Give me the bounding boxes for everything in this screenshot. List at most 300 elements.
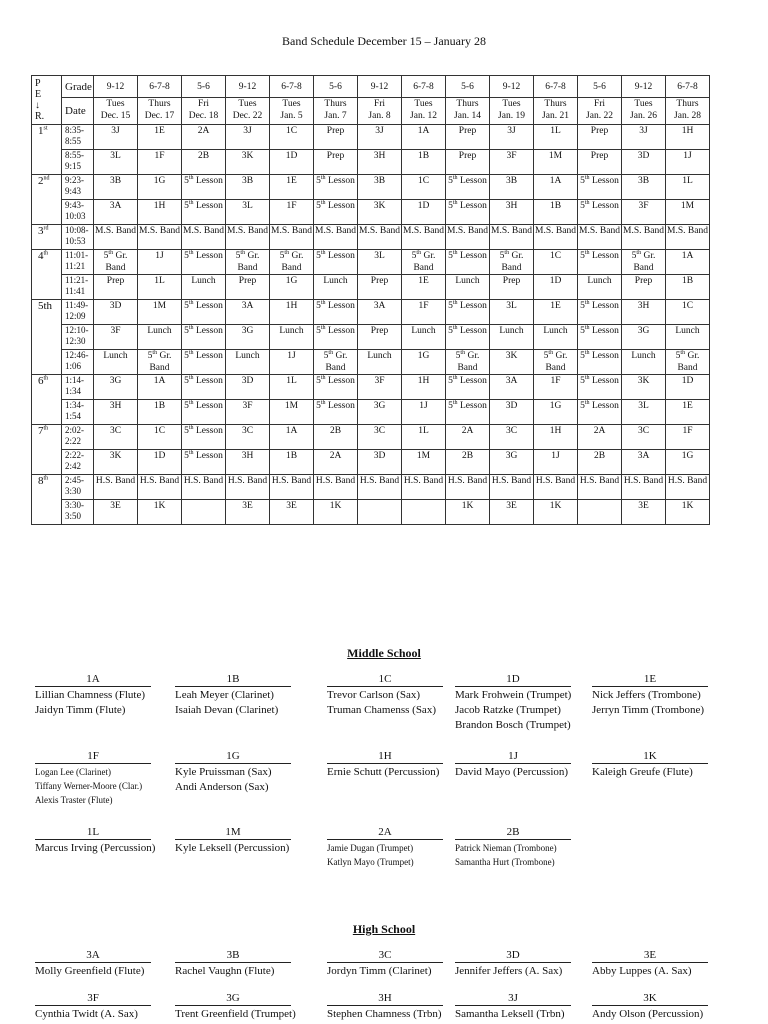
group-3k: [592, 991, 742, 1022]
schedule-cell: 1F: [270, 200, 314, 225]
schedule-cell: 5th Lesson: [314, 250, 358, 275]
schedule-cell: 5th Gr. Band: [226, 250, 270, 275]
schedule-cell: 3J: [490, 125, 534, 150]
schedule-cell: 3H: [358, 150, 402, 175]
group-member: Alexis Traster (Flute): [35, 795, 113, 805]
time-cell: 8:35- 8:55: [62, 125, 94, 150]
table-row: [32, 300, 710, 325]
schedule-cell: 5th Lesson: [314, 375, 358, 400]
period-label: 3rd: [32, 225, 62, 250]
group-member: Cynthia Twidt (A. Sax): [35, 1008, 138, 1020]
schedule-cell: 3L: [490, 300, 534, 325]
schedule-cell: Lunch: [182, 275, 226, 300]
schedule-cell: 3J: [358, 125, 402, 150]
schedule-cell: M.S. Band: [534, 225, 578, 250]
time-cell: 12:10- 12:30: [62, 325, 94, 350]
group-member: Trevor Carlson (Sax): [327, 689, 421, 701]
schedule-cell: 3H: [226, 450, 270, 475]
date-cell: Tues Jan. 5: [270, 98, 314, 125]
schedule-cell: 1C: [534, 250, 578, 275]
schedule-cell: 5th Lesson: [182, 325, 226, 350]
schedule-cell: 1C: [666, 300, 710, 325]
table-row: [32, 325, 710, 350]
group-member: Abby Luppes (A. Sax): [592, 965, 692, 977]
date-cell: Thurs Dec. 17: [138, 98, 182, 125]
schedule-cell: 3C: [94, 425, 138, 450]
schedule-cell: 1K: [138, 500, 182, 525]
group-1e: [592, 672, 742, 718]
schedule-cell: 3F: [490, 150, 534, 175]
schedule-cell: 2A: [182, 125, 226, 150]
schedule-cell: M.S. Band: [226, 225, 270, 250]
schedule-cell: 2A: [446, 425, 490, 450]
table-row: [32, 375, 710, 400]
group-code: 1C: [327, 672, 443, 687]
schedule-cell: 5th Lesson: [578, 400, 622, 425]
schedule-cell: 3L: [622, 400, 666, 425]
schedule-cell: 5th Lesson: [182, 450, 226, 475]
group-member: David Mayo (Percussion): [455, 766, 569, 778]
schedule-cell: H.S. Band: [402, 475, 446, 500]
group-member: Leah Meyer (Clarinet): [175, 689, 274, 701]
schedule-cell: 1F: [534, 375, 578, 400]
table-row: [32, 250, 710, 275]
schedule-cell: H.S. Band: [138, 475, 182, 500]
schedule-cell: 1J: [138, 250, 182, 275]
schedule-cell: 5th Lesson: [182, 175, 226, 200]
schedule-cell: H.S. Band: [270, 475, 314, 500]
schedule-cell: M.S. Band: [94, 225, 138, 250]
schedule-cell: M.S. Band: [182, 225, 226, 250]
schedule-cell: 3A: [94, 200, 138, 225]
group-code: 3C: [327, 948, 443, 963]
grade-cell: 9-12: [226, 76, 270, 98]
group-member: Samantha Hurt (Trombone): [455, 857, 555, 867]
schedule-cell: Lunch: [534, 325, 578, 350]
schedule-cell: 1D: [138, 450, 182, 475]
schedule-cell: M.S. Band: [138, 225, 182, 250]
period-label: 1st: [32, 125, 62, 175]
group-code: 1B: [175, 672, 291, 687]
schedule-cell: 1E: [666, 400, 710, 425]
schedule-cell: 3J: [94, 125, 138, 150]
schedule-cell: 1K: [446, 500, 490, 525]
schedule-cell: 5th Lesson: [182, 425, 226, 450]
date-label: Date: [62, 98, 94, 125]
group-member: Mark Frohwein (Trumpet): [455, 689, 572, 701]
schedule-cell: 5th Lesson: [182, 200, 226, 225]
schedule-cell: 5th Lesson: [314, 200, 358, 225]
schedule-cell: 1L: [270, 375, 314, 400]
schedule-cell: 1A: [534, 175, 578, 200]
schedule-cell: 5th Gr. Band: [622, 250, 666, 275]
time-cell: 8:55- 9:15: [62, 150, 94, 175]
schedule-cell: 3D: [358, 450, 402, 475]
period-label: 5th: [32, 300, 62, 375]
group-code: 1F: [35, 749, 151, 764]
group-member: Tiffany Werner-Moore (Clar.): [35, 781, 143, 791]
schedule-cell: 5th Lesson: [578, 350, 622, 375]
schedule-cell: 2A: [578, 425, 622, 450]
schedule-cell: Lunch: [314, 275, 358, 300]
schedule-cell: Lunch: [622, 350, 666, 375]
schedule-cell: Prep: [358, 325, 402, 350]
schedule-cell: 3C: [226, 425, 270, 450]
time-cell: 1:34- 1:54: [62, 400, 94, 425]
schedule-cell: 3E: [226, 500, 270, 525]
schedule-cell: 1A: [402, 125, 446, 150]
group-3j: [455, 991, 605, 1022]
document-title: Band Schedule December 15 – January 28: [282, 34, 486, 48]
schedule-cell: M.S. Band: [446, 225, 490, 250]
schedule-cell: 5th Lesson: [182, 300, 226, 325]
group-member: Brandon Bosch (Trumpet): [455, 719, 571, 731]
schedule-cell: M.S. Band: [314, 225, 358, 250]
schedule-cell: 1G: [402, 350, 446, 375]
schedule-cell: 1B: [534, 200, 578, 225]
schedule-cell: M.S. Band: [270, 225, 314, 250]
group-member: Jennifer Jeffers (A. Sax): [455, 965, 563, 977]
schedule-cell: 1L: [534, 125, 578, 150]
group-member: Lillian Chamness (Flute): [35, 689, 145, 701]
schedule-cell: Lunch: [402, 325, 446, 350]
group-code: 3E: [592, 948, 708, 963]
time-cell: 9:43- 10:03: [62, 200, 94, 225]
period-label: 6th: [32, 375, 62, 425]
schedule-cell: 3D: [226, 375, 270, 400]
schedule-cell: 5th Lesson: [446, 175, 490, 200]
schedule-cell: 1J: [534, 450, 578, 475]
schedule-cell: 5th Lesson: [446, 375, 490, 400]
time-cell: 1:14- 1:34: [62, 375, 94, 400]
group-member: Jordyn Timm (Clarinet): [327, 965, 432, 977]
schedule-cell: 1K: [534, 500, 578, 525]
schedule-cell: Lunch: [666, 325, 710, 350]
schedule-cell: 5th Gr. Band: [94, 250, 138, 275]
period-label: 4th: [32, 250, 62, 300]
schedule-cell: 3A: [226, 300, 270, 325]
schedule-cell: Prep: [226, 275, 270, 300]
group-member: Stephen Chamness (Trbn): [327, 1008, 442, 1020]
schedule-cell: 3B: [622, 175, 666, 200]
group-member: Jerryn Timm (Trombone): [592, 704, 705, 716]
period-label: 8th: [32, 475, 62, 525]
schedule-cell: 1H: [270, 300, 314, 325]
schedule-cell: 1G: [666, 450, 710, 475]
group-1l: [35, 825, 185, 856]
schedule-cell: 3G: [358, 400, 402, 425]
group-1f: [35, 749, 185, 807]
schedule-cell: 5th Gr. Band: [490, 250, 534, 275]
group-code: 1M: [175, 825, 291, 840]
schedule-cell: 3K: [94, 450, 138, 475]
date-cell: Thurs Jan. 21: [534, 98, 578, 125]
schedule-cell: 1F: [666, 425, 710, 450]
schedule-cell: 1B: [270, 450, 314, 475]
schedule-cell: 5th Lesson: [314, 175, 358, 200]
schedule-cell: 1G: [270, 275, 314, 300]
schedule-cell: 3L: [226, 200, 270, 225]
group-member: Andi Anderson (Sax): [175, 781, 269, 793]
schedule-cell: 1B: [138, 400, 182, 425]
schedule-cell: 1C: [138, 425, 182, 450]
group-code: 3F: [35, 991, 151, 1006]
schedule-cell: Prep: [446, 150, 490, 175]
schedule-cell: H.S. Band: [226, 475, 270, 500]
group-member: Andy Olson (Percussion): [592, 1008, 704, 1020]
period-header: P E ↓ R.: [32, 76, 62, 125]
date-cell: Fri Jan. 22: [578, 98, 622, 125]
time-cell: 11:01- 11:21: [62, 250, 94, 275]
table-row: [32, 350, 710, 375]
time-cell: 11:49- 12:09: [62, 300, 94, 325]
group-member: Kaleigh Greufe (Flute): [592, 766, 693, 778]
schedule-cell: 3G: [226, 325, 270, 350]
schedule-cell: 5th Lesson: [578, 300, 622, 325]
schedule-cell: 3C: [622, 425, 666, 450]
schedule-cell: 5th Lesson: [314, 300, 358, 325]
group-1m: [175, 825, 325, 856]
group-code: 2A: [327, 825, 443, 840]
group-1b: [175, 672, 325, 718]
group-member: Samantha Leksell (Trbn): [455, 1008, 565, 1020]
schedule-cell: 1E: [402, 275, 446, 300]
grade-cell: 5-6: [446, 76, 490, 98]
grade-cell: 9-12: [490, 76, 534, 98]
schedule-cell: 1E: [138, 125, 182, 150]
table-row: [32, 200, 710, 225]
table-row: [32, 150, 710, 175]
schedule-cell: 3B: [490, 175, 534, 200]
time-cell: 12:46- 1:06: [62, 350, 94, 375]
schedule-cell: 5th Gr. Band: [314, 350, 358, 375]
schedule-cell: 3E: [490, 500, 534, 525]
schedule-cell: 5th Lesson: [446, 200, 490, 225]
date-cell: Fri Jan. 8: [358, 98, 402, 125]
schedule-cell: H.S. Band: [578, 475, 622, 500]
schedule-cell: 1A: [270, 425, 314, 450]
group-member: Kyle Leksell (Percussion): [175, 842, 290, 854]
schedule-cell: 1C: [270, 125, 314, 150]
schedule-cell: 1L: [402, 425, 446, 450]
schedule-cell: 3F: [622, 200, 666, 225]
group-3f: [35, 991, 185, 1022]
schedule-cell: 1D: [270, 150, 314, 175]
schedule-cell: 5th Lesson: [578, 325, 622, 350]
schedule-cell: H.S. Band: [622, 475, 666, 500]
schedule-cell: 1D: [666, 375, 710, 400]
schedule-cell: 3H: [490, 200, 534, 225]
schedule-cell: 3J: [226, 125, 270, 150]
date-cell: Tues Dec. 22: [226, 98, 270, 125]
schedule-cell: Prep: [490, 275, 534, 300]
grade-cell: 5-6: [578, 76, 622, 98]
schedule-cell: Prep: [622, 275, 666, 300]
group-member: Nick Jeffers (Trombone): [592, 689, 701, 701]
schedule-cell: 5th Lesson: [182, 350, 226, 375]
schedule-cell: 1J: [270, 350, 314, 375]
table-row: [32, 500, 710, 525]
schedule-cell: 1F: [138, 150, 182, 175]
schedule-cell: H.S. Band: [446, 475, 490, 500]
table-row: [32, 175, 710, 200]
schedule-cell: 1M: [402, 450, 446, 475]
schedule-cell: 5th Gr. Band: [446, 350, 490, 375]
time-cell: 9:23- 9:43: [62, 175, 94, 200]
schedule-cell: Lunch: [270, 325, 314, 350]
grade-cell: 6-7-8: [138, 76, 182, 98]
period-label: 7th: [32, 425, 62, 475]
schedule-cell: 3D: [622, 150, 666, 175]
time-cell: 2:22- 2:42: [62, 450, 94, 475]
group-member: Truman Chamenss (Sax): [327, 704, 436, 716]
date-cell: Thurs Jan. 28: [666, 98, 710, 125]
group-member: Isaiah Devan (Clarinet): [175, 704, 279, 716]
table-row: [32, 125, 710, 150]
schedule-cell: 5th Lesson: [446, 400, 490, 425]
schedule-cell: 3L: [358, 250, 402, 275]
schedule-cell: 2B: [578, 450, 622, 475]
group-1a: [35, 672, 185, 718]
schedule-cell: 3J: [622, 125, 666, 150]
schedule-cell: 1G: [534, 400, 578, 425]
schedule-cell: 3G: [490, 450, 534, 475]
schedule-cell: H.S. Band: [666, 475, 710, 500]
schedule-cell: M.S. Band: [578, 225, 622, 250]
schedule-cell: 3K: [490, 350, 534, 375]
date-cell: Fri Dec. 18: [182, 98, 226, 125]
schedule-cell: H.S. Band: [534, 475, 578, 500]
schedule-cell: 3K: [358, 200, 402, 225]
date-cell: Tues Jan. 19: [490, 98, 534, 125]
table-row: [32, 275, 710, 300]
schedule-cell: 1K: [314, 500, 358, 525]
group-code: 3B: [175, 948, 291, 963]
group-code: 3G: [175, 991, 291, 1006]
schedule-cell: 3C: [358, 425, 402, 450]
schedule-cell: 1D: [402, 200, 446, 225]
schedule-cell: 1D: [534, 275, 578, 300]
schedule-cell: 1A: [666, 250, 710, 275]
group-code: 2B: [455, 825, 571, 840]
group-member: Trent Greenfield (Trumpet): [175, 1008, 296, 1020]
group-1g: [175, 749, 325, 795]
group-code: 1H: [327, 749, 443, 764]
group-3a: [35, 948, 185, 979]
schedule-cell: Lunch: [226, 350, 270, 375]
schedule-cell: 1K: [666, 500, 710, 525]
group-member: Katlyn Mayo (Trumpet): [327, 857, 414, 867]
table-row: [32, 400, 710, 425]
group-code: 3A: [35, 948, 151, 963]
schedule-cell: [578, 500, 622, 525]
group-member: Patrick Nieman (Trombone): [455, 843, 557, 853]
schedule-cell: 3D: [490, 400, 534, 425]
grade-cell: 9-12: [94, 76, 138, 98]
schedule-cell: 1M: [138, 300, 182, 325]
grade-cell: 9-12: [358, 76, 402, 98]
group-member: Jacob Ratzke (Trumpet): [455, 704, 561, 716]
schedule-cell: 1L: [666, 175, 710, 200]
grade-cell: 6-7-8: [534, 76, 578, 98]
schedule-cell: 3G: [94, 375, 138, 400]
schedule-cell: 5th Lesson: [578, 200, 622, 225]
time-cell: 11:21- 11:41: [62, 275, 94, 300]
schedule-cell: Lunch: [138, 325, 182, 350]
schedule-cell: 3K: [622, 375, 666, 400]
group-2b: [455, 825, 605, 869]
schedule-cell: 3E: [270, 500, 314, 525]
schedule-cell: 5th Gr. Band: [534, 350, 578, 375]
schedule-cell: 3B: [226, 175, 270, 200]
group-1k: [592, 749, 742, 780]
schedule-cell: 5th Lesson: [446, 325, 490, 350]
group-member: Rachel Vaughn (Flute): [175, 965, 275, 977]
table-row: [32, 425, 710, 450]
group-code: 1E: [592, 672, 708, 687]
schedule-cell: 1M: [666, 200, 710, 225]
schedule-cell: 2B: [314, 425, 358, 450]
schedule-cell: Lunch: [358, 350, 402, 375]
schedule-cell: 3H: [94, 400, 138, 425]
schedule-cell: 1A: [138, 375, 182, 400]
schedule-cell: Prep: [94, 275, 138, 300]
schedule-cell: 3E: [622, 500, 666, 525]
schedule-cell: M.S. Band: [490, 225, 534, 250]
schedule-cell: M.S. Band: [666, 225, 710, 250]
date-cell: Tues Jan. 26: [622, 98, 666, 125]
group-member: Kyle Pruissman (Sax): [175, 766, 272, 778]
group-code: 1A: [35, 672, 151, 687]
schedule-cell: 2B: [446, 450, 490, 475]
group-code: 3K: [592, 991, 708, 1006]
schedule-cell: Lunch: [94, 350, 138, 375]
schedule-cell: 5th Lesson: [314, 325, 358, 350]
group-code: 3H: [327, 991, 443, 1006]
schedule-cell: 1E: [270, 175, 314, 200]
schedule-cell: H.S. Band: [358, 475, 402, 500]
schedule-cell: 5th Lesson: [182, 400, 226, 425]
schedule-cell: 1J: [402, 400, 446, 425]
group-member: Marcus Irving (Percussion): [35, 842, 156, 854]
schedule-cell: 3A: [490, 375, 534, 400]
schedule-cell: 5th Gr. Band: [138, 350, 182, 375]
time-cell: 2:45- 3:30: [62, 475, 94, 500]
schedule-cell: 3A: [622, 450, 666, 475]
schedule-cell: Prep: [446, 125, 490, 150]
date-cell: Tues Jan. 12: [402, 98, 446, 125]
schedule-cell: 5th Lesson: [182, 375, 226, 400]
group-1d: [455, 672, 605, 733]
schedule-cell: 1H: [402, 375, 446, 400]
schedule-cell: 1H: [138, 200, 182, 225]
schedule-cell: 3H: [622, 300, 666, 325]
group-3b: [175, 948, 325, 979]
date-row: [32, 98, 710, 125]
table-row: [32, 450, 710, 475]
schedule-cell: 1M: [534, 150, 578, 175]
schedule-cell: 3D: [94, 300, 138, 325]
group-code: 1K: [592, 749, 708, 764]
schedule-cell: [358, 500, 402, 525]
schedule-cell: Prep: [314, 125, 358, 150]
schedule-cell: H.S. Band: [94, 475, 138, 500]
date-cell: Thurs Jan. 7: [314, 98, 358, 125]
grade-label: Grade: [62, 76, 94, 98]
date-cell: Tues Dec. 15: [94, 98, 138, 125]
grade-row: [32, 76, 710, 98]
group-code: 1L: [35, 825, 151, 840]
